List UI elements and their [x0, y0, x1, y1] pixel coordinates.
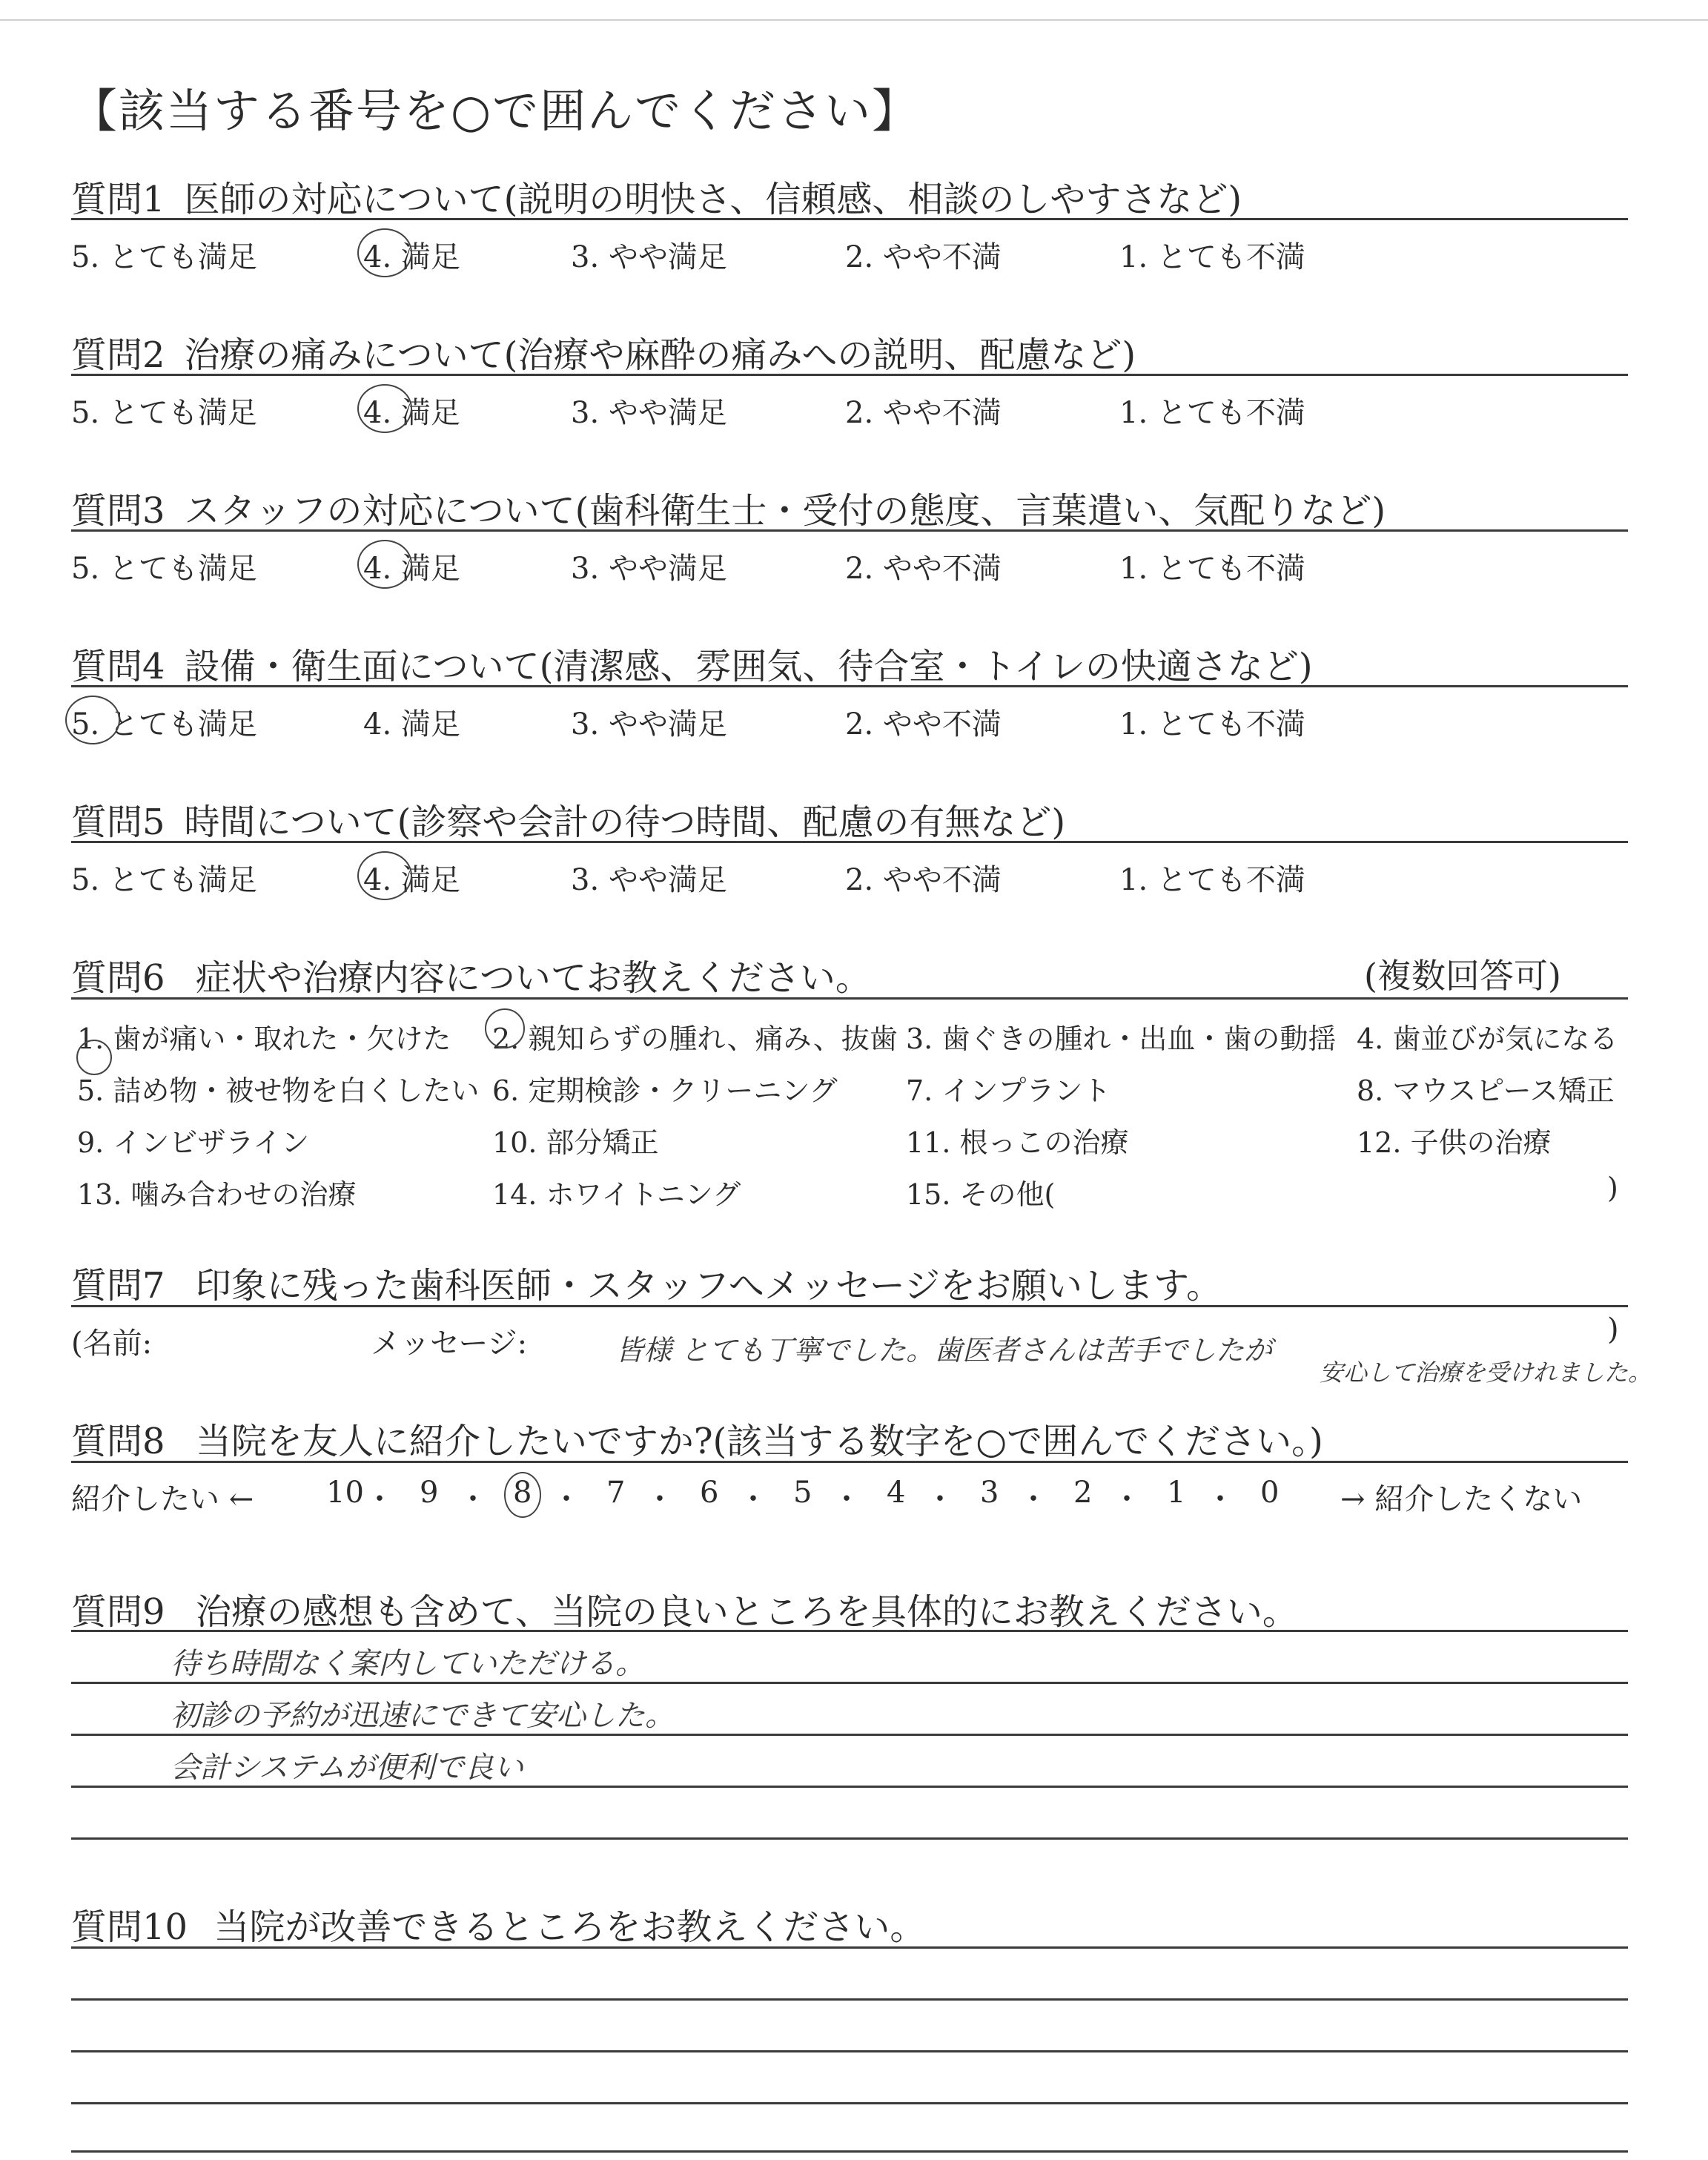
- q7-text: 印象に残った歯科医師・スタッフへメッセージをお願いします。: [195, 1265, 1222, 1307]
- form-title: 【該当する番号を○で囲んでください】: [71, 84, 920, 138]
- q8-scale-value[interactable]: 5: [793, 1476, 812, 1510]
- q8-scale-value[interactable]: 6: [700, 1476, 719, 1510]
- q10-heading: [71, 1898, 925, 1949]
- q8-scale-separator: ・: [832, 1482, 861, 1516]
- q1-selection-mark: [357, 228, 412, 277]
- q6-item[interactable]: 11. 根っこの治療: [906, 1126, 1129, 1159]
- q8-scale-value[interactable]: 0: [1260, 1476, 1280, 1510]
- q6-item[interactable]: 7. インプラント: [906, 1074, 1111, 1107]
- q6-item[interactable]: 8. マウスピース矯正: [1357, 1074, 1615, 1107]
- q7-name-label: (名前:: [71, 1327, 153, 1361]
- q9-answer-1: 待ち時間なく案内していただける。: [171, 1647, 645, 1681]
- q7-close-paren: ): [1607, 1312, 1619, 1347]
- q1-option[interactable]: 5. とても満足: [71, 240, 257, 274]
- scan-top-edge: [0, 19, 1708, 21]
- q2-label: 質問2: [71, 334, 165, 376]
- q9-label: 質問9: [71, 1591, 165, 1633]
- q6-heading: [71, 949, 871, 1000]
- q8-scale-separator: ・: [1019, 1482, 1048, 1516]
- q6-item[interactable]: 14. ホワイトニング: [492, 1178, 741, 1211]
- q3-option[interactable]: 1. とても不満: [1119, 552, 1305, 586]
- q8-rule: [71, 1461, 1628, 1463]
- q6-note: (複数回答可): [1364, 956, 1561, 996]
- q5-option[interactable]: 3. やや満足: [571, 863, 727, 897]
- q3-heading: [71, 482, 1386, 533]
- q5-option[interactable]: 5. とても満足: [71, 863, 257, 897]
- q4-rule: [71, 685, 1628, 687]
- q1-heading: [71, 171, 1242, 222]
- q3-option[interactable]: 5. とても満足: [71, 552, 257, 586]
- q5-text: 時間について(診察や会計の待つ時間、配慮の有無など): [184, 802, 1066, 843]
- q8-scale-separator: ・: [738, 1482, 768, 1516]
- q4-heading: [71, 638, 1313, 689]
- q8-scale-value[interactable]: 4: [887, 1476, 906, 1510]
- q9-text: 治療の感想も含めて、当院の良いところを具体的にお教えください。: [195, 1591, 1298, 1633]
- q8-text: 当院を友人に紹介したいですか?(該当する数字を○で囲んでください。): [195, 1421, 1323, 1462]
- q10-rule: [71, 1946, 1628, 1949]
- q4-option[interactable]: 5. とても満足: [71, 707, 257, 742]
- q6-rule: [71, 997, 1628, 1000]
- q5-selection-mark: [357, 851, 412, 900]
- q7-rule: [71, 1305, 1628, 1307]
- q6-item[interactable]: 12. 子供の治療: [1357, 1126, 1552, 1159]
- q5-rule: [71, 841, 1628, 843]
- q9-answer-2: 初診の予約が迅速にできて安心した。: [171, 1699, 675, 1733]
- q8-scale-separator: ・: [458, 1482, 488, 1516]
- q6-mark-item1: [76, 1040, 112, 1075]
- q5-label: 質問5: [71, 802, 165, 843]
- q6-mark-item2: [485, 1008, 525, 1048]
- q4-option[interactable]: 4. 満足: [363, 707, 460, 742]
- q6-item[interactable]: 10. 部分矯正: [492, 1126, 659, 1159]
- q6-text: 症状や治療内容についてお教えください。: [195, 957, 871, 999]
- q1-rule: [71, 218, 1628, 220]
- q1-label: 質問1: [71, 179, 165, 220]
- q3-selection-mark: [357, 540, 412, 589]
- q6-item[interactable]: 4. 歯並びが気になる: [1357, 1023, 1618, 1055]
- q3-rule: [71, 529, 1628, 532]
- q2-selection-mark: [357, 384, 412, 433]
- q4-option[interactable]: 3. やや満足: [571, 707, 727, 742]
- q1-option[interactable]: 4. 満足: [363, 240, 460, 274]
- q3-option[interactable]: 4. 満足: [363, 552, 460, 586]
- q8-scale-value[interactable]: 8: [513, 1476, 532, 1510]
- q2-option[interactable]: 4. 満足: [363, 396, 460, 430]
- q3-label: 質問3: [71, 490, 165, 532]
- q5-option[interactable]: 1. とても不満: [1119, 863, 1305, 897]
- q8-selection-mark: [504, 1472, 541, 1518]
- q7-label: 質問7: [71, 1265, 165, 1307]
- q6-item-close-paren: ): [1607, 1172, 1618, 1204]
- q7-message-line2: 安心して治療を受けれました。: [1320, 1358, 1652, 1387]
- q8-left-label: 紹介したい ←: [71, 1482, 254, 1516]
- q2-option[interactable]: 3. やや満足: [571, 396, 727, 430]
- q6-item[interactable]: 15. その他(: [906, 1178, 1056, 1211]
- q6-item[interactable]: 5. 詰め物・被せ物を白くしたい: [77, 1074, 480, 1107]
- q7-heading: [71, 1257, 1222, 1308]
- q8-scale-separator: ・: [552, 1482, 581, 1516]
- q6-item[interactable]: 6. 定期検診・クリーニング: [492, 1074, 838, 1107]
- q8-scale-separator: ・: [1112, 1482, 1142, 1516]
- q8-scale-value[interactable]: 10: [326, 1476, 364, 1510]
- q8-scale-separator: ・: [365, 1482, 394, 1516]
- q6-item[interactable]: 9. インビザライン: [77, 1126, 310, 1159]
- q9-answer-line: [71, 1837, 1628, 1840]
- q2-option[interactable]: 2. やや不満: [845, 396, 1002, 430]
- q8-scale-value[interactable]: 3: [980, 1476, 999, 1510]
- q6-label: 質問6: [71, 957, 165, 999]
- q10-label: 質問10: [71, 1906, 188, 1948]
- q2-rule: [71, 374, 1628, 376]
- q5-option[interactable]: 2. やや不満: [845, 863, 1002, 897]
- q8-heading: [71, 1413, 1323, 1464]
- q8-scale-value[interactable]: 1: [1167, 1476, 1186, 1510]
- q5-option[interactable]: 4. 満足: [363, 863, 460, 897]
- q6-item[interactable]: 13. 噛み合わせの治療: [77, 1178, 357, 1211]
- q8-right-label: → 紹介したくない: [1340, 1482, 1583, 1516]
- q10-answer-line: [71, 2050, 1628, 2052]
- q6-item[interactable]: 3. 歯ぐきの腫れ・出血・歯の動揺: [906, 1023, 1337, 1055]
- q1-text: 医師の対応について(説明の明快さ、信頼感、相談のしやすさなど): [184, 179, 1242, 220]
- q8-scale-value[interactable]: 9: [420, 1476, 439, 1510]
- q1-option[interactable]: 2. やや不満: [845, 240, 1002, 274]
- q2-text: 治療の痛みについて(治療や麻酔の痛みへの説明、配慮など): [184, 334, 1136, 376]
- q10-answer-line: [71, 1998, 1628, 2001]
- q8-scale-separator: ・: [645, 1482, 675, 1516]
- q10-text: 当院が改善できるところをお教えください。: [214, 1906, 926, 1948]
- q4-option[interactable]: 1. とても不満: [1119, 707, 1305, 742]
- q3-option[interactable]: 2. やや不満: [845, 552, 1002, 586]
- q7-message-line1: 皆様 とても丁寧でした。歯医者さんは苦手でしたが: [615, 1334, 1273, 1367]
- q9-answer-3: 会計システムが便利で良い: [171, 1751, 523, 1785]
- q9-rule: [71, 1630, 1628, 1632]
- q3-text: スタッフの対応について(歯科衛生士・受付の態度、言葉遣い、気配りなど): [184, 490, 1386, 532]
- q6-item[interactable]: 1. 歯が痛い・取れた・欠けた: [77, 1023, 451, 1055]
- q4-selection-mark: [65, 696, 120, 744]
- q2-heading: [71, 326, 1136, 377]
- q9-heading: [71, 1583, 1298, 1634]
- q8-scale-value[interactable]: 2: [1073, 1476, 1093, 1510]
- q10-answer-line: [71, 2102, 1628, 2104]
- q4-option[interactable]: 2. やや不満: [845, 707, 1002, 742]
- q10-answer-line: [71, 2150, 1628, 2153]
- q5-heading: [71, 793, 1065, 845]
- q1-option[interactable]: 1. とても不満: [1119, 240, 1305, 274]
- q2-option[interactable]: 5. とても満足: [71, 396, 257, 430]
- q8-scale-separator: ・: [925, 1482, 955, 1516]
- q8-label: 質問8: [71, 1421, 165, 1462]
- q3-option[interactable]: 3. やや満足: [571, 552, 727, 586]
- q4-text: 設備・衛生面について(清潔感、雰囲気、待合室・トイレの快適さなど): [184, 646, 1313, 687]
- q6-item[interactable]: 2. 親知らずの腫れ、痛み、抜歯: [492, 1023, 898, 1055]
- q1-option[interactable]: 3. やや満足: [571, 240, 727, 274]
- q8-scale-separator: ・: [1205, 1482, 1235, 1516]
- q4-label: 質問4: [71, 646, 165, 687]
- q8-scale-value[interactable]: 7: [606, 1476, 626, 1510]
- q7-message-label: メッセージ:: [371, 1327, 528, 1361]
- q2-option[interactable]: 1. とても不満: [1119, 396, 1305, 430]
